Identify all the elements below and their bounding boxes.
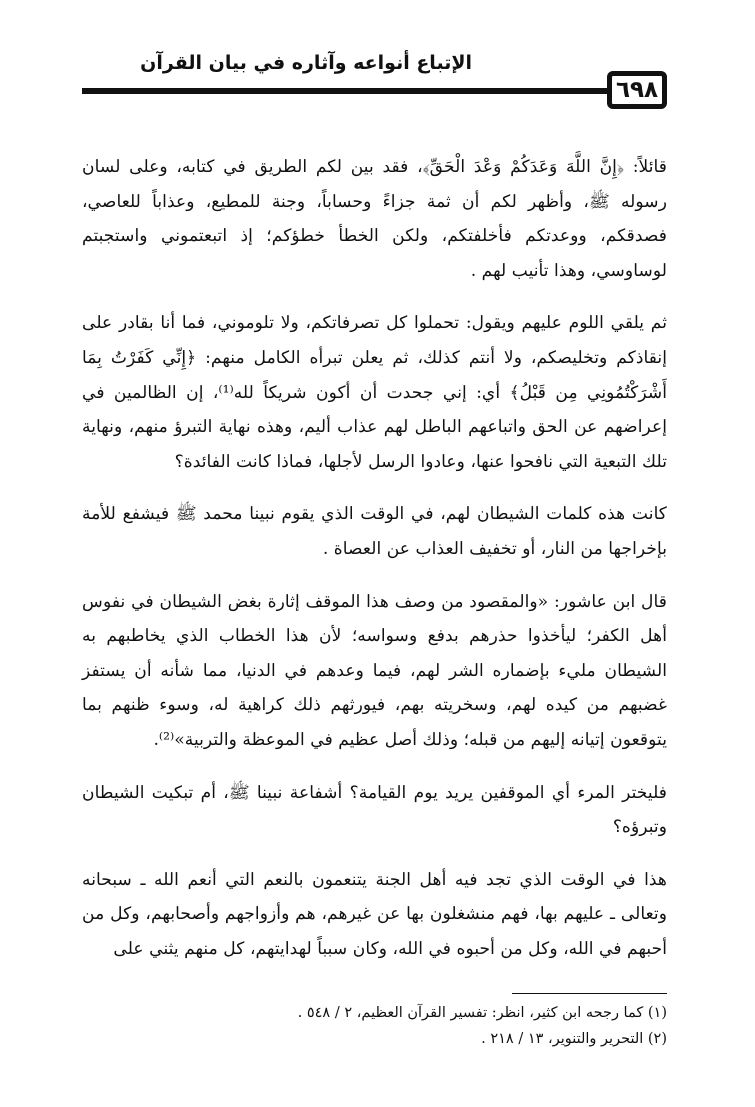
footnotes [82, 1000, 667, 1052]
paragraph: قال ابن عاشور: «والمقصود من وصف هذا الموقف إثارة بغض الشيطان في نفوس أهل الكفر؛ ليأخذوا حذرهم بدفع وسواسه؛ لأن هذا الخطاب الذي يخاطبهم به الشيطان مليء بإضماره الشر لهم، فيما وعدهم في الدنيا، مما شأنه أن يستفز غضبهم من كيده لهم، وسخريته بهم، فيورثهم ذلك كراهية له، وسوء ظنهم بما يتوقعون إتيانه إليهم من قبله؛ وذلك أصل عظيم في الموعظة والتربية»⁽²⁾. [82, 591, 667, 750]
footnote: (١) كما رجحه ابن كثير، انظر: تفسير القرآن العظيم، ٢ / ٥٤٨ . [297, 1005, 667, 1021]
paragraph: فليختر المرء أي الموقفين يريد يوم القيامة؟ أشفاعة نبينا ﷺ، أم تبكيت الشيطان وتبرؤه؟ [82, 782, 667, 838]
page-header [82, 52, 667, 112]
paragraph: هذا في الوقت الذي تجد فيه أهل الجنة يتنعمون بالنعم التي أنعم الله ـ سبحانه وتعالى ـ عليهم بها، فهم منشغلون بها عن غيرهم، هم وأزواجهم وأصحابهم، وكل من أحبهم في الله، وكل من أحبوه في الله، وكان سبباً لهدايتهم، كل منهم يثني على [82, 869, 667, 959]
paragraph: قائلاً: ﴿إِنَّ اللَّهَ وَعَدَكُمْ وَعْدَ الْحَقِّ﴾، فقد بين لكم الطريق في كتابه، وعلى لسان رسوله ﷺ، وأظهر لكم أن ثمة جزاءً وحساباً، وجنة للمطيع، وعذاباً للعاصي، فصدقكم، ووعدتكم فأخلفتكم، ولكن الخطأ خطؤكم؛ إذ اتبعتموني واستجبتم لوساوسي، وهذا تأنيب لهم . [82, 157, 667, 281]
header-rule [82, 88, 612, 94]
page-number: ٦٩٨ [607, 71, 667, 109]
footnote: (٢) التحرير والتنوير، ١٣ / ٢١٨ . [481, 1031, 667, 1047]
paragraph: ثم يلقي اللوم عليهم ويقول: تحملوا كل تصرفاتكم، ولا تلوموني، فما أنا بقادر على إنقاذكم وتخليصكم، ولا أنتم كذلك، ثم يعلن تبرأه الكامل منهم: ﴿إِنِّي كَفَرْتُ بِمَا أَشْرَكْتُمُونِي مِن قَبْلُ﴾ أي: إني جحدت أن أكون شريكاً لله⁽¹⁾، إن الظالمين في إعراضهم عن الحق واتباعهم الباطل لهم عذاب أليم، وهذه نهاية التبرؤ منهم، ونهاية تلك التبعية التي نافحوا عنها، وعادوا الرسل لأجلها، فماذا كانت الفائدة؟ [82, 313, 667, 472]
paragraph: كانت هذه كلمات الشيطان لهم، في الوقت الذي يقوم نبينا محمد ﷺ فيشفع للأمة بإخراجها من النار، أو تخفيف العذاب عن العصاة . [82, 504, 667, 559]
footnote-separator [512, 993, 667, 994]
running-title: الإتباع أنواعه وآثاره في بيان القرآن [140, 52, 472, 74]
main-text [82, 150, 667, 984]
